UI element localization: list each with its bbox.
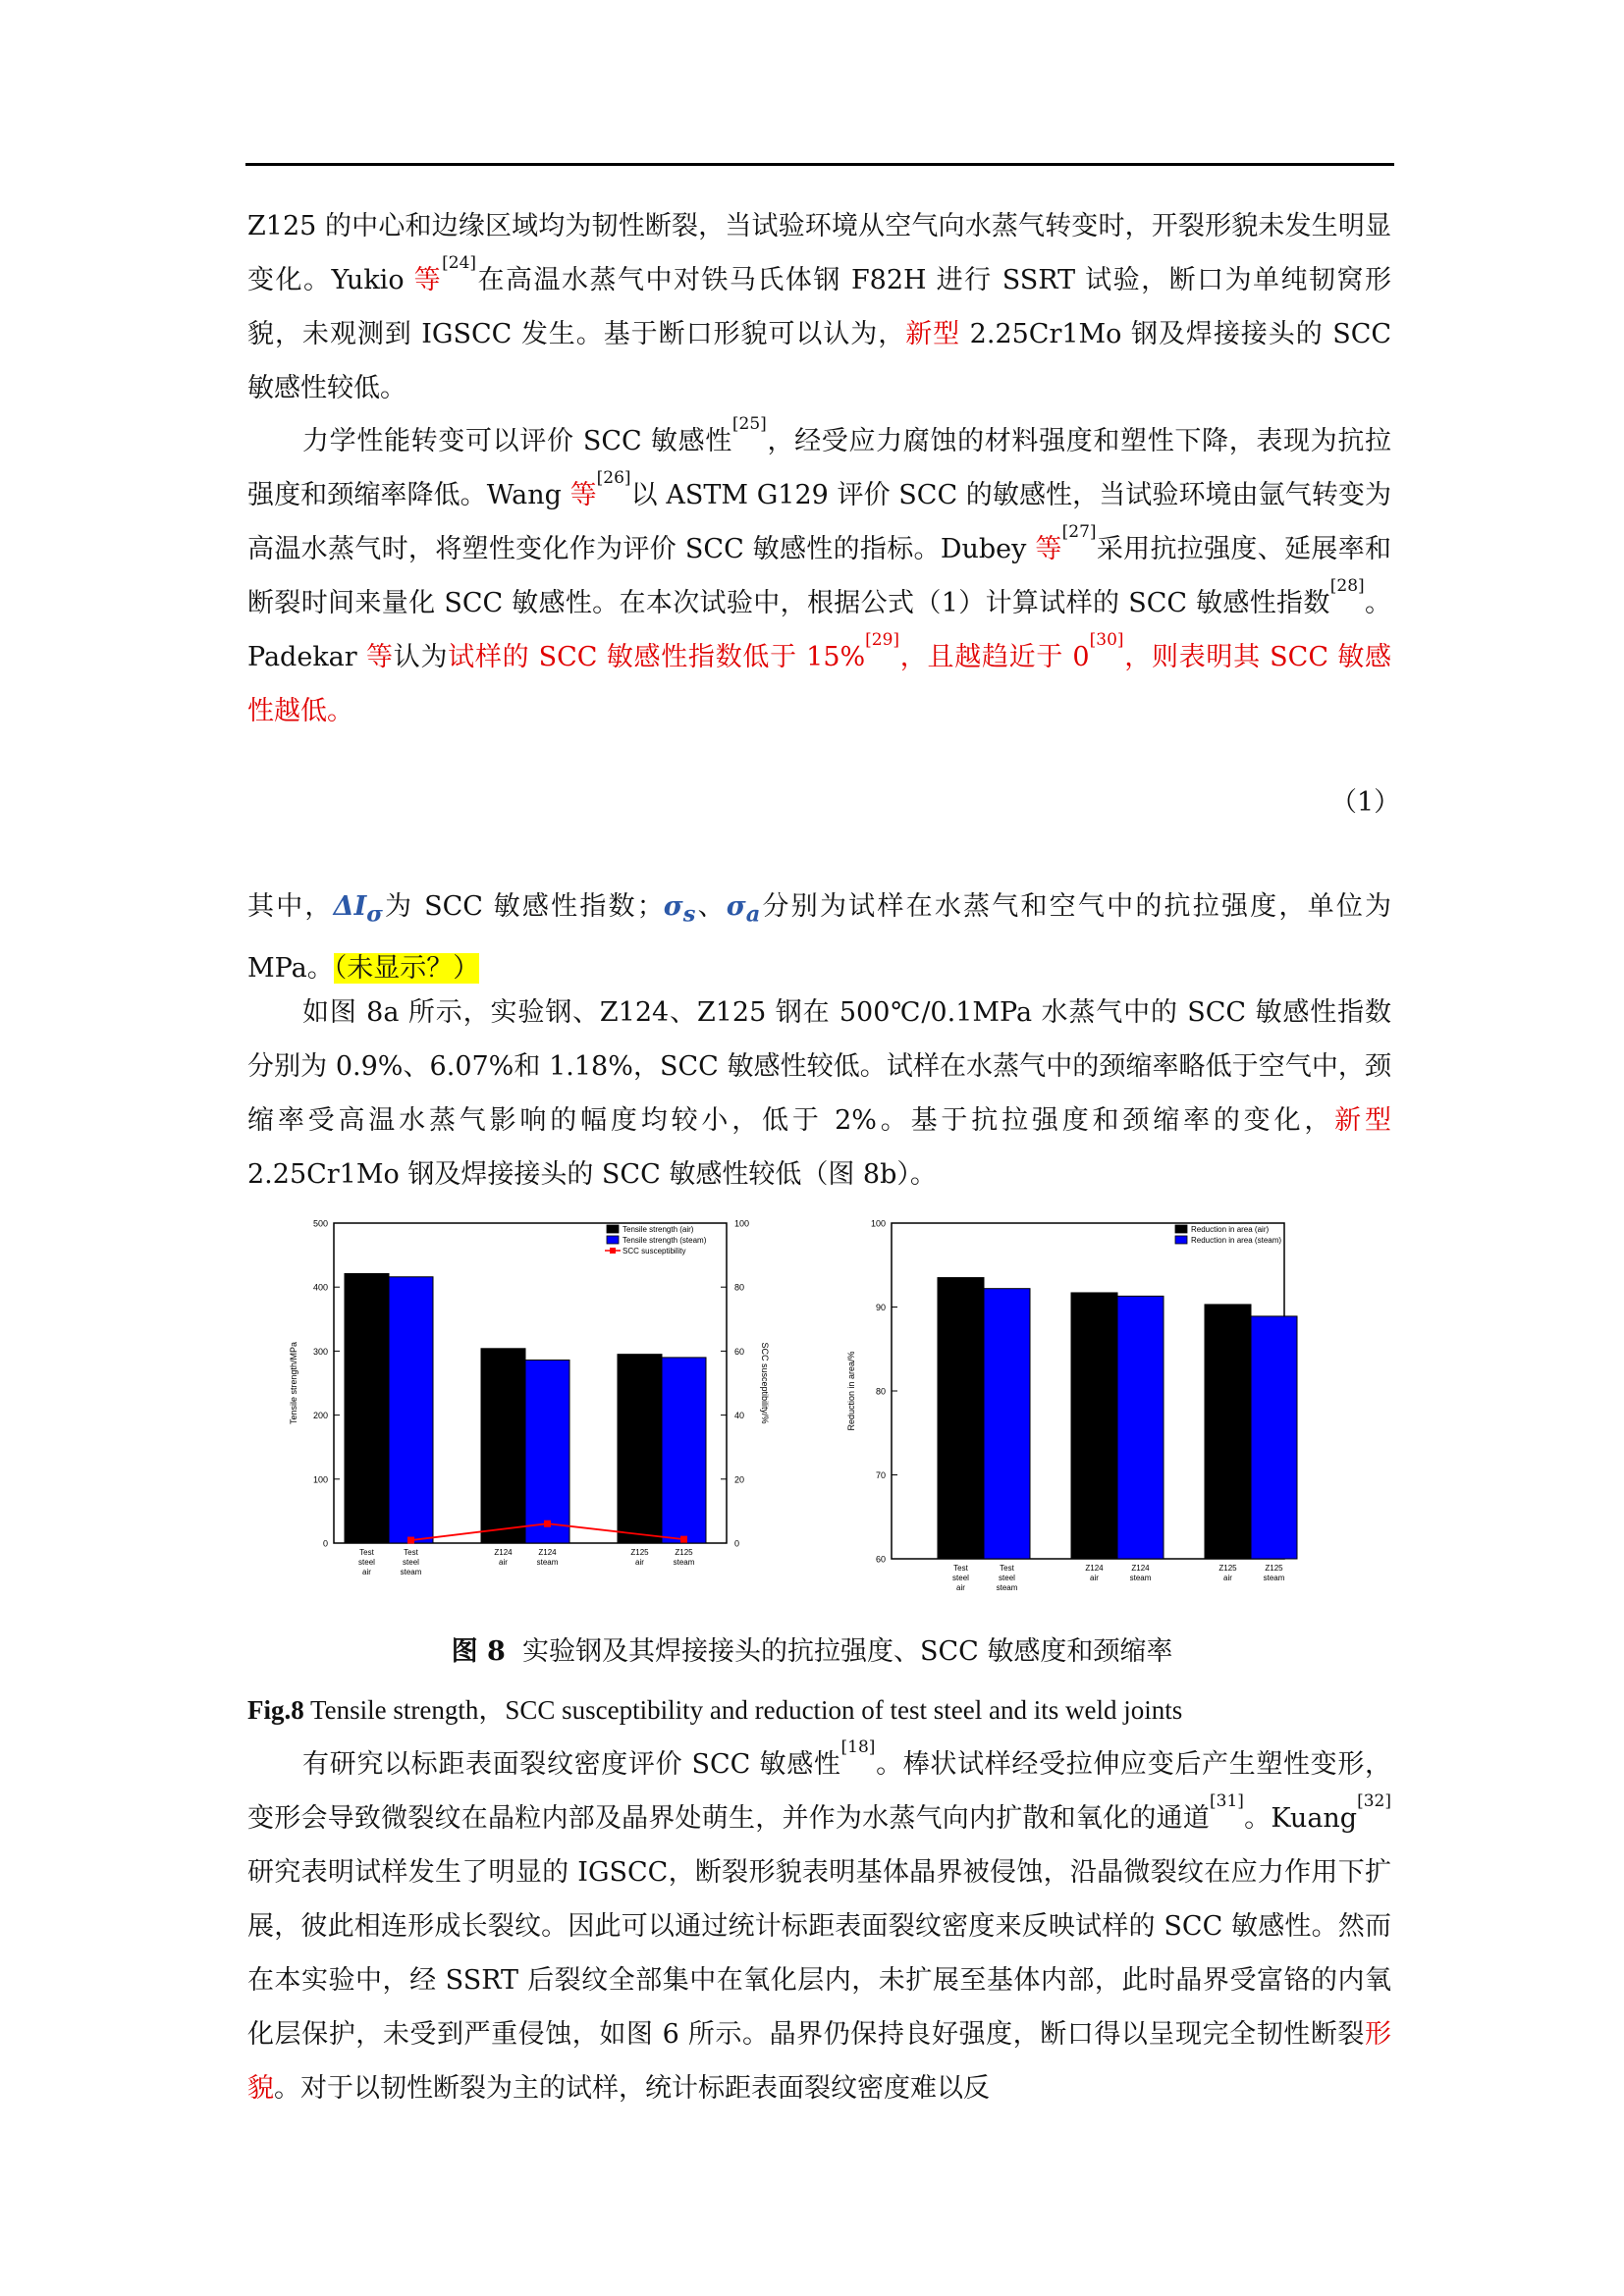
x-tick-label: Z125	[1218, 1564, 1237, 1573]
y-tick-label: 100	[312, 1474, 328, 1485]
x-tick-label: steel	[999, 1574, 1015, 1582]
x-tick-label: steam	[996, 1583, 1018, 1592]
x-tick-label: Z124	[1131, 1564, 1150, 1573]
y-tick-label: 80	[875, 1386, 886, 1397]
x-tick-label: air	[635, 1558, 644, 1567]
y-tick-label: 500	[312, 1218, 328, 1229]
y-tick-label: 70	[875, 1470, 886, 1480]
legend-label: Tensile strength (steam)	[623, 1236, 707, 1245]
scc-point	[680, 1536, 687, 1543]
chart-a-svg	[285, 1215, 776, 1588]
x-tick-label: air	[362, 1568, 371, 1576]
legend-swatch	[1175, 1236, 1187, 1244]
x-tick-label: Z124	[538, 1548, 557, 1557]
y-tick-label: 60	[875, 1554, 886, 1565]
bar-air	[1205, 1305, 1251, 1559]
y2-tick-label: 20	[734, 1474, 745, 1485]
x-tick-label: steel	[403, 1558, 419, 1567]
scc-point	[544, 1521, 551, 1527]
bar-air	[938, 1278, 984, 1559]
y2-tick-label: 80	[734, 1282, 745, 1293]
bar-steam	[525, 1361, 569, 1543]
legend-swatch	[1175, 1225, 1187, 1233]
bar-steam	[1117, 1296, 1164, 1559]
x-tick-label: steel	[952, 1574, 969, 1582]
equation-number: （1）	[1330, 787, 1401, 818]
y2-axis-label: SCC susceptibility/%	[760, 1342, 770, 1424]
scc-point	[407, 1537, 414, 1544]
y-axis-label: Tensile strength/MPa	[289, 1341, 298, 1425]
x-tick-label: air	[956, 1583, 965, 1592]
x-tick-label: steam	[1263, 1574, 1285, 1582]
x-tick-label: Test	[404, 1548, 418, 1557]
x-tick-label: Z124	[1085, 1564, 1104, 1573]
y-tick-label: 90	[875, 1303, 886, 1312]
bar-air	[1071, 1293, 1117, 1559]
header-rule	[245, 163, 1394, 166]
x-tick-label: Z125	[630, 1548, 649, 1557]
x-tick-label: air	[1090, 1574, 1099, 1582]
bar-air	[618, 1355, 662, 1543]
x-tick-label: steel	[358, 1558, 375, 1567]
y-tick-label: 0	[322, 1538, 328, 1549]
legend-swatch	[610, 1248, 616, 1254]
bar-steam	[389, 1277, 433, 1543]
paragraph-1: Z125 的中心和边缘区域均为韧性断裂，当试验环境从空气向水蒸气转变时，开裂形貌未发生明显变化。Yukio 等[24]在高温水蒸气中对铁马氏体钢 F82H 进行 SSRT 试验，断口为单纯韧窝形貌，未观测到 IGSCC 发生。基于断口形貌可以认为，新型 2.25Cr1Mo 钢及焊接接头的 SCC 敏感性较低。	[247, 211, 1392, 403]
y-axis-label: Reduction in area/%	[846, 1351, 856, 1431]
bar-air	[345, 1274, 389, 1543]
paragraph-4: 如图 8a 所示，实验钢、Z124、Z125 钢在 500℃/0.1MPa 水蒸气中的 SCC 敏感性指数分别为 0.9%、6.07%和 1.18%，SCC 敏感性较低。试样在水蒸气中的颈缩率略低于空气中，颈缩率受高温水蒸气影响的幅度均较小，低于 2%。基于抗拉强度和颈缩率的变化，新型2.25Cr1Mo 钢及焊接接头的 SCC 敏感性较低（图 8b）。	[247, 997, 1391, 1190]
x-tick-label: steam	[400, 1568, 422, 1576]
paragraph-2: 力学性能转变可以评价 SCC 敏感性[25]，经受应力腐蚀的材料强度和塑性下降，表现为抗拉强度和颈缩率降低。Wang 等[26]以 ASTM G129 评价 SCC 的敏感性，当试验环境由氩气转变为高温水蒸气时，将塑性变化作为评价 SCC 敏感性的指标。Dubey 等[27]采用抗拉强度、延展率和断裂时间来量化 SCC 敏感性。在本次试验中，根据公式（1）计算试样的 SCC 敏感性指数[28]。Padekar 等认为试样的 SCC 敏感性指数低于 15%[29]，且越趋近于 0[30]，则表明其 SCC 敏感性越低。	[247, 414, 1392, 726]
x-tick-label: Z125	[1265, 1564, 1283, 1573]
x-tick-label: Test	[953, 1564, 968, 1573]
x-tick-label: steam	[1129, 1574, 1152, 1582]
paragraph-3: 其中，$\Delta I_\sigma$为 SCC 敏感性指数；$\sigma_s$、$\sigma_a$分别为试样在水蒸气和空气中的抗拉强度，单位为 MPa。（未显示？）	[247, 891, 1392, 985]
chart-tensile-strength	[285, 1215, 776, 1592]
bar-steam	[1251, 1316, 1297, 1559]
figure-caption-en: Fig.8 Tensile strength，SCC susceptibility and reduction of test steel and its weld joints	[247, 1695, 1183, 1725]
x-tick-label: Z125	[675, 1548, 693, 1557]
legend-label: Tensile strength (air)	[623, 1225, 694, 1234]
x-tick-label: air	[1223, 1574, 1232, 1582]
x-tick-label: Test	[1000, 1564, 1014, 1573]
y-tick-label: 200	[312, 1411, 328, 1421]
legend-label: Reduction in area (air)	[1191, 1225, 1270, 1234]
x-tick-label: Z124	[494, 1548, 513, 1557]
legend-label: Reduction in area (steam)	[1191, 1236, 1282, 1245]
x-tick-label: air	[499, 1558, 508, 1567]
y2-tick-label: 40	[734, 1411, 745, 1421]
legend-swatch	[607, 1225, 619, 1233]
figure-caption-zh: 图 8 实验钢及其焊接接头的抗拉强度、SCC 敏感度和颈缩率	[451, 1636, 1173, 1667]
x-tick-label: Test	[359, 1548, 374, 1557]
x-tick-label: steam	[536, 1558, 559, 1567]
y-tick-label: 300	[312, 1346, 328, 1357]
highlight-note: （未显示？）	[333, 953, 480, 985]
x-tick-label: steam	[673, 1558, 695, 1567]
bar-steam	[984, 1289, 1030, 1559]
y-tick-label: 100	[870, 1218, 886, 1229]
legend-swatch	[607, 1236, 619, 1244]
legend-label: SCC susceptibility	[623, 1247, 686, 1255]
y2-tick-label: 60	[734, 1346, 745, 1357]
y2-tick-label: 0	[734, 1538, 740, 1549]
bar-steam	[662, 1358, 706, 1543]
chart-b-svg	[844, 1215, 1335, 1608]
paragraph-5: 有研究以标距表面裂纹密度评价 SCC 敏感性[18]。棒状试样经受拉伸应变后产生塑性变形，变形会导致微裂纹在晶粒内部及晶界处萌生，并作为水蒸气向内扩散和氧化的通道[31]。Kuang[32]研究表明试样发生了明显的 IGSCC，断裂形貌表明基体晶界被侵蚀，沿晶微裂纹在应力作用下扩展，彼此相连形成长裂纹。因此可以通过统计标距表面裂纹密度来反映试样的 SCC 敏感性。然而在本实验中，经 SSRT 后裂纹全部集中在氧化层内，未扩展至基体内部，此时晶界受富铬的内氧化层保护，未受到严重侵蚀，如图 6 所示。晶界仍保持良好强度，断口得以呈现完全韧性断裂形貌。对于以韧性断裂为主的试样，统计标距表面裂纹密度难以反	[247, 1737, 1392, 2104]
chart-reduction-in-area	[844, 1215, 1335, 1612]
y2-tick-label: 100	[734, 1218, 750, 1229]
bar-air	[481, 1349, 525, 1543]
symbol-delta-i: $\Delta I_\sigma$	[333, 891, 383, 928]
y-tick-label: 400	[312, 1282, 328, 1293]
